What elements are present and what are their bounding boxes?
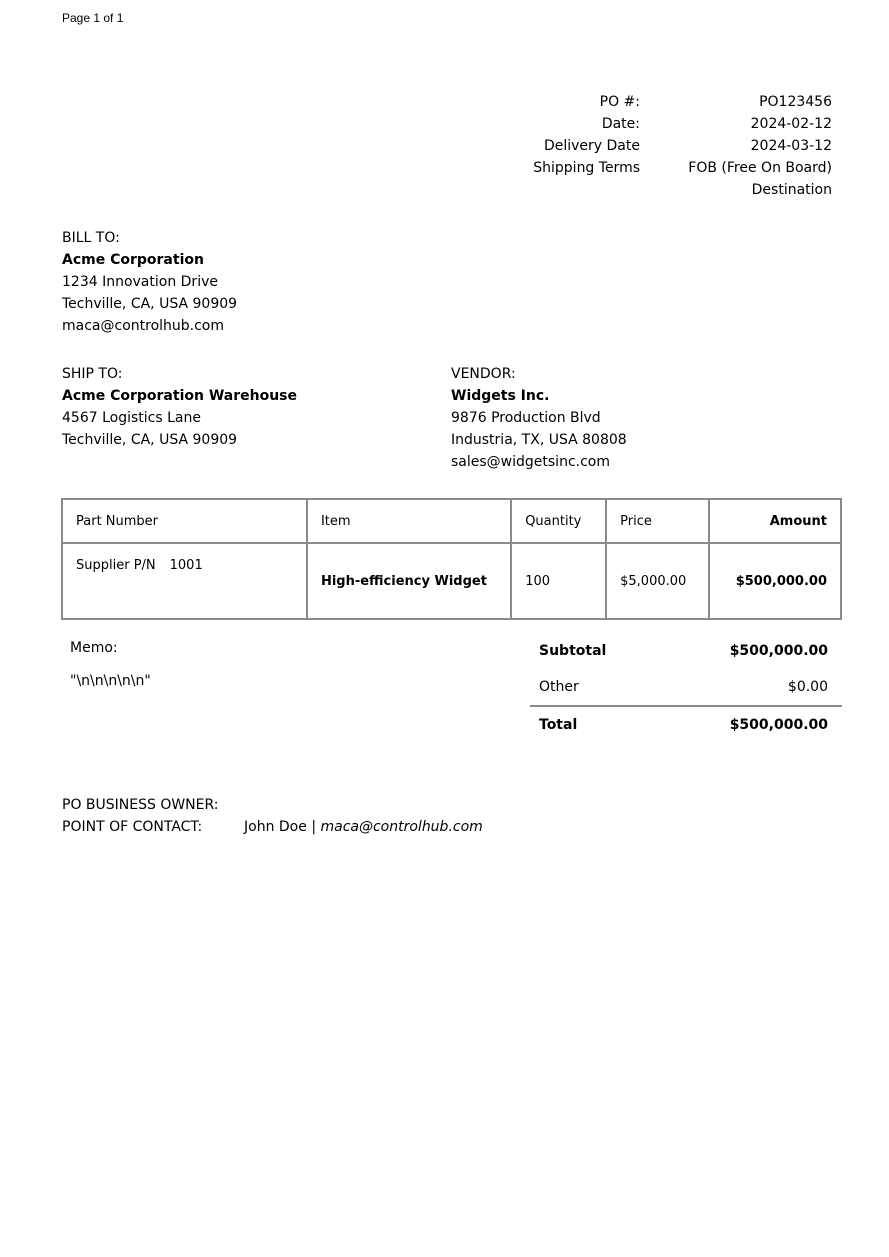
other-row <box>530 669 842 705</box>
other-label: Other <box>539 679 579 695</box>
bill-to-address2: Techville, CA, USA 90909 <box>62 296 238 312</box>
contact-separator: | <box>311 819 317 835</box>
header-part-number: Part Number <box>62 499 307 543</box>
cell-quantity: 100 <box>511 543 606 619</box>
shipping-terms-row <box>480 157 832 179</box>
po-number-value: PO123456 <box>759 94 832 110</box>
vendor-heading: VENDOR: <box>451 366 516 382</box>
business-owner-label: PO BUSINESS OWNER: <box>62 797 219 813</box>
page-indicator: Page 1 of 1 <box>62 11 124 25</box>
total-value: $500,000.00 <box>729 717 828 733</box>
shipping-terms-continued-value: Destination <box>751 182 832 198</box>
point-of-contact-label: POINT OF CONTACT: <box>62 819 203 835</box>
subtotal-label: Subtotal <box>539 643 607 659</box>
cell-amount: $500,000.00 <box>709 543 841 619</box>
table-header-row <box>62 499 841 543</box>
delivery-date-label: Delivery Date <box>543 138 640 154</box>
other-value: $0.00 <box>787 679 828 695</box>
total-row <box>530 705 842 743</box>
totals-block <box>530 633 842 743</box>
ship-to-address1: 4567 Logistics Lane <box>62 410 201 426</box>
vendor-address1: 9876 Production Blvd <box>451 410 601 426</box>
header-quantity: Quantity <box>511 499 606 543</box>
contact-name: John Doe <box>244 819 307 835</box>
table-row <box>62 543 841 619</box>
business-owner-row <box>62 794 483 816</box>
shipping-terms-continued-label <box>480 179 640 201</box>
owner-block <box>62 794 483 838</box>
ship-to-name: Acme Corporation Warehouse <box>62 388 297 404</box>
ship-to-address2: Techville, CA, USA 90909 <box>62 432 238 448</box>
line-items-table <box>61 498 842 620</box>
subtotal-row <box>530 633 842 669</box>
shipping-terms-value: FOB (Free On Board) <box>688 160 832 176</box>
bill-to-address1: 1234 Innovation Drive <box>62 274 218 290</box>
memo-block <box>70 640 151 689</box>
bill-to-email: maca@controlhub.com <box>62 318 225 334</box>
shipping-terms-label: Shipping Terms <box>533 160 640 176</box>
cell-item: High-efficiency Widget <box>307 543 511 619</box>
point-of-contact-row <box>62 816 483 838</box>
vendor-email: sales@widgetsinc.com <box>451 454 610 470</box>
date-value: 2024-02-12 <box>750 116 832 132</box>
po-meta <box>480 91 832 201</box>
ship-to-block <box>62 363 297 451</box>
header-price: Price <box>606 499 709 543</box>
part-number-value: 1001 <box>169 558 203 573</box>
bill-to-name: Acme Corporation <box>62 252 204 268</box>
part-number-label: Supplier P/N <box>76 558 156 573</box>
po-number-label: PO #: <box>599 94 640 110</box>
subtotal-value: $500,000.00 <box>729 643 828 659</box>
delivery-date-row <box>480 135 832 157</box>
cell-part-number <box>62 543 307 619</box>
contact-email: maca@controlhub.com <box>320 819 483 835</box>
vendor-block <box>451 363 627 473</box>
header-item: Item <box>307 499 511 543</box>
bill-to-block <box>62 227 237 337</box>
bill-to-heading: BILL TO: <box>62 230 120 246</box>
total-label: Total <box>539 717 578 733</box>
shipping-terms-continued-row <box>480 179 832 201</box>
memo-label: Memo: <box>70 640 118 656</box>
ship-to-heading: SHIP TO: <box>62 366 123 382</box>
vendor-name: Widgets Inc. <box>451 388 550 404</box>
date-row <box>480 113 832 135</box>
memo-text: "\n\n\n\n\n" <box>70 673 151 689</box>
delivery-date-value: 2024-03-12 <box>750 138 832 154</box>
date-label: Date: <box>601 116 640 132</box>
cell-price: $5,000.00 <box>606 543 709 619</box>
header-amount: Amount <box>709 499 841 543</box>
vendor-address2: Industria, TX, USA 80808 <box>451 432 627 448</box>
po-number-row <box>480 91 832 113</box>
